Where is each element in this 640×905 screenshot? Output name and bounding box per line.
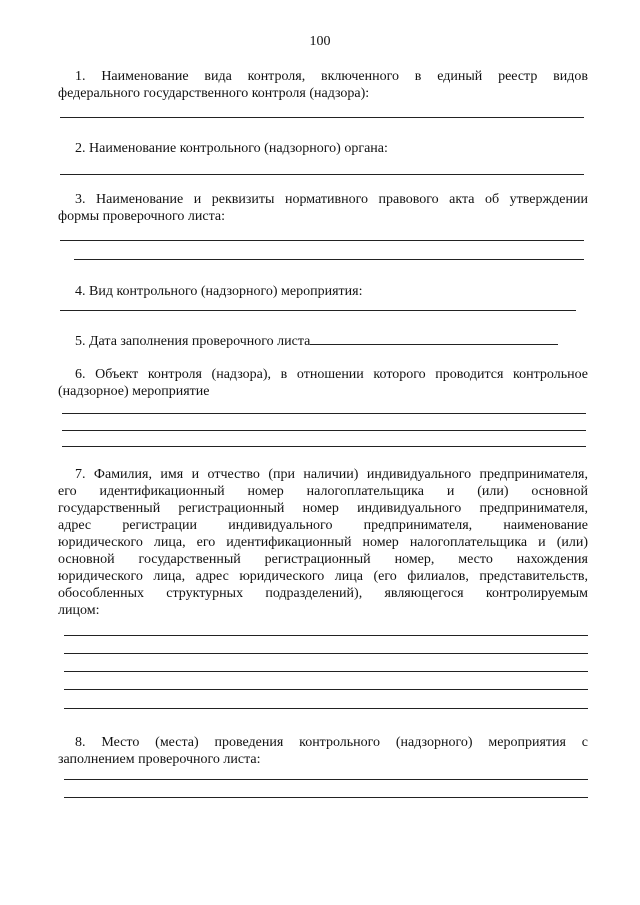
item-8-line-1: 8. Место (места) проведения контрольного (надзорного) мероприятия с	[75, 735, 588, 750]
item-7-line: юридического лица, его идентификационный номер налогоплательщика и (или)	[58, 535, 588, 550]
item-7-fill-line-5[interactable]	[64, 708, 588, 709]
item-6-fill-line-1[interactable]	[62, 413, 586, 414]
item-3-fill-line-1[interactable]	[60, 240, 584, 241]
item-7-line: адрес регистрации индивидуального предпринимателя, наименование	[58, 518, 588, 533]
item-7-line: 7. Фамилия, имя и отчество (при наличии) индивидуального предпринимателя,	[75, 467, 588, 482]
item-4-line-1: 4. Вид контрольного (надзорного) мероприятия:	[75, 284, 363, 299]
item-6-line-2: (надзорное) мероприятие	[58, 384, 210, 399]
item-2-fill-line[interactable]	[60, 174, 584, 175]
page-number: 100	[309, 34, 331, 49]
item-8-fill-line-1[interactable]	[64, 779, 588, 780]
item-6-object	[58, 366, 588, 400]
item-7-line: юридического лица, адрес юридического лица (его филиалов, представительств,	[58, 569, 588, 584]
item-7-fill-line-1[interactable]	[64, 635, 588, 636]
item-6-line-1: 6. Объект контроля (надзора), в отношении которого проводится контрольное	[75, 367, 588, 382]
item-7-line: лицом:	[58, 603, 100, 618]
item-1-control-type	[58, 68, 588, 102]
item-7-line: государственный регистрационный номер индивидуального предпринимателя,	[58, 501, 588, 516]
item-8-line-2: заполнением проверочного листа:	[58, 752, 261, 767]
item-3-fill-line-2[interactable]	[74, 259, 584, 260]
item-4-fill-line[interactable]	[60, 310, 576, 311]
item-6-fill-line-2[interactable]	[62, 430, 586, 431]
item-6-fill-line-3[interactable]	[62, 446, 586, 447]
item-3-legal-act	[58, 191, 588, 225]
item-5-line-1: 5. Дата заполнения проверочного листа	[58, 333, 588, 350]
item-1-line-1: 1. Наименование вида контроля, включенного в единый реестр видов	[75, 69, 588, 84]
item-1-line-2: федерального государственного контроля (надзора):	[58, 86, 370, 101]
item-2-line-1: 2. Наименование контрольного (надзорного) органа:	[75, 141, 388, 156]
item-5-fill-date	[58, 333, 588, 350]
item-7-line: его идентификационный номер налогоплательщика и (или) основной	[58, 484, 588, 499]
item-1-fill-line[interactable]	[60, 117, 584, 118]
item-7-line: обособленных структурных подразделений), являющегося контролируемым	[58, 586, 588, 601]
item-3-line-2: формы проверочного листа:	[58, 209, 226, 224]
item-3-line-1: 3. Наименование и реквизиты нормативного правового акта об утверждении	[75, 192, 588, 207]
item-2-authority	[58, 140, 588, 157]
item-7-fill-line-3[interactable]	[64, 671, 588, 672]
item-7-fill-line-4[interactable]	[64, 689, 588, 690]
item-8-fill-line-2[interactable]	[64, 797, 588, 798]
item-4-event-type	[58, 283, 588, 300]
item-5-fill-line[interactable]	[310, 334, 558, 345]
item-7-controlled-person	[58, 466, 588, 619]
item-7-line: основной государственный регистрационный номер, место нахождения	[58, 552, 588, 567]
item-7-fill-line-2[interactable]	[64, 653, 588, 654]
item-8-venue	[58, 734, 588, 768]
